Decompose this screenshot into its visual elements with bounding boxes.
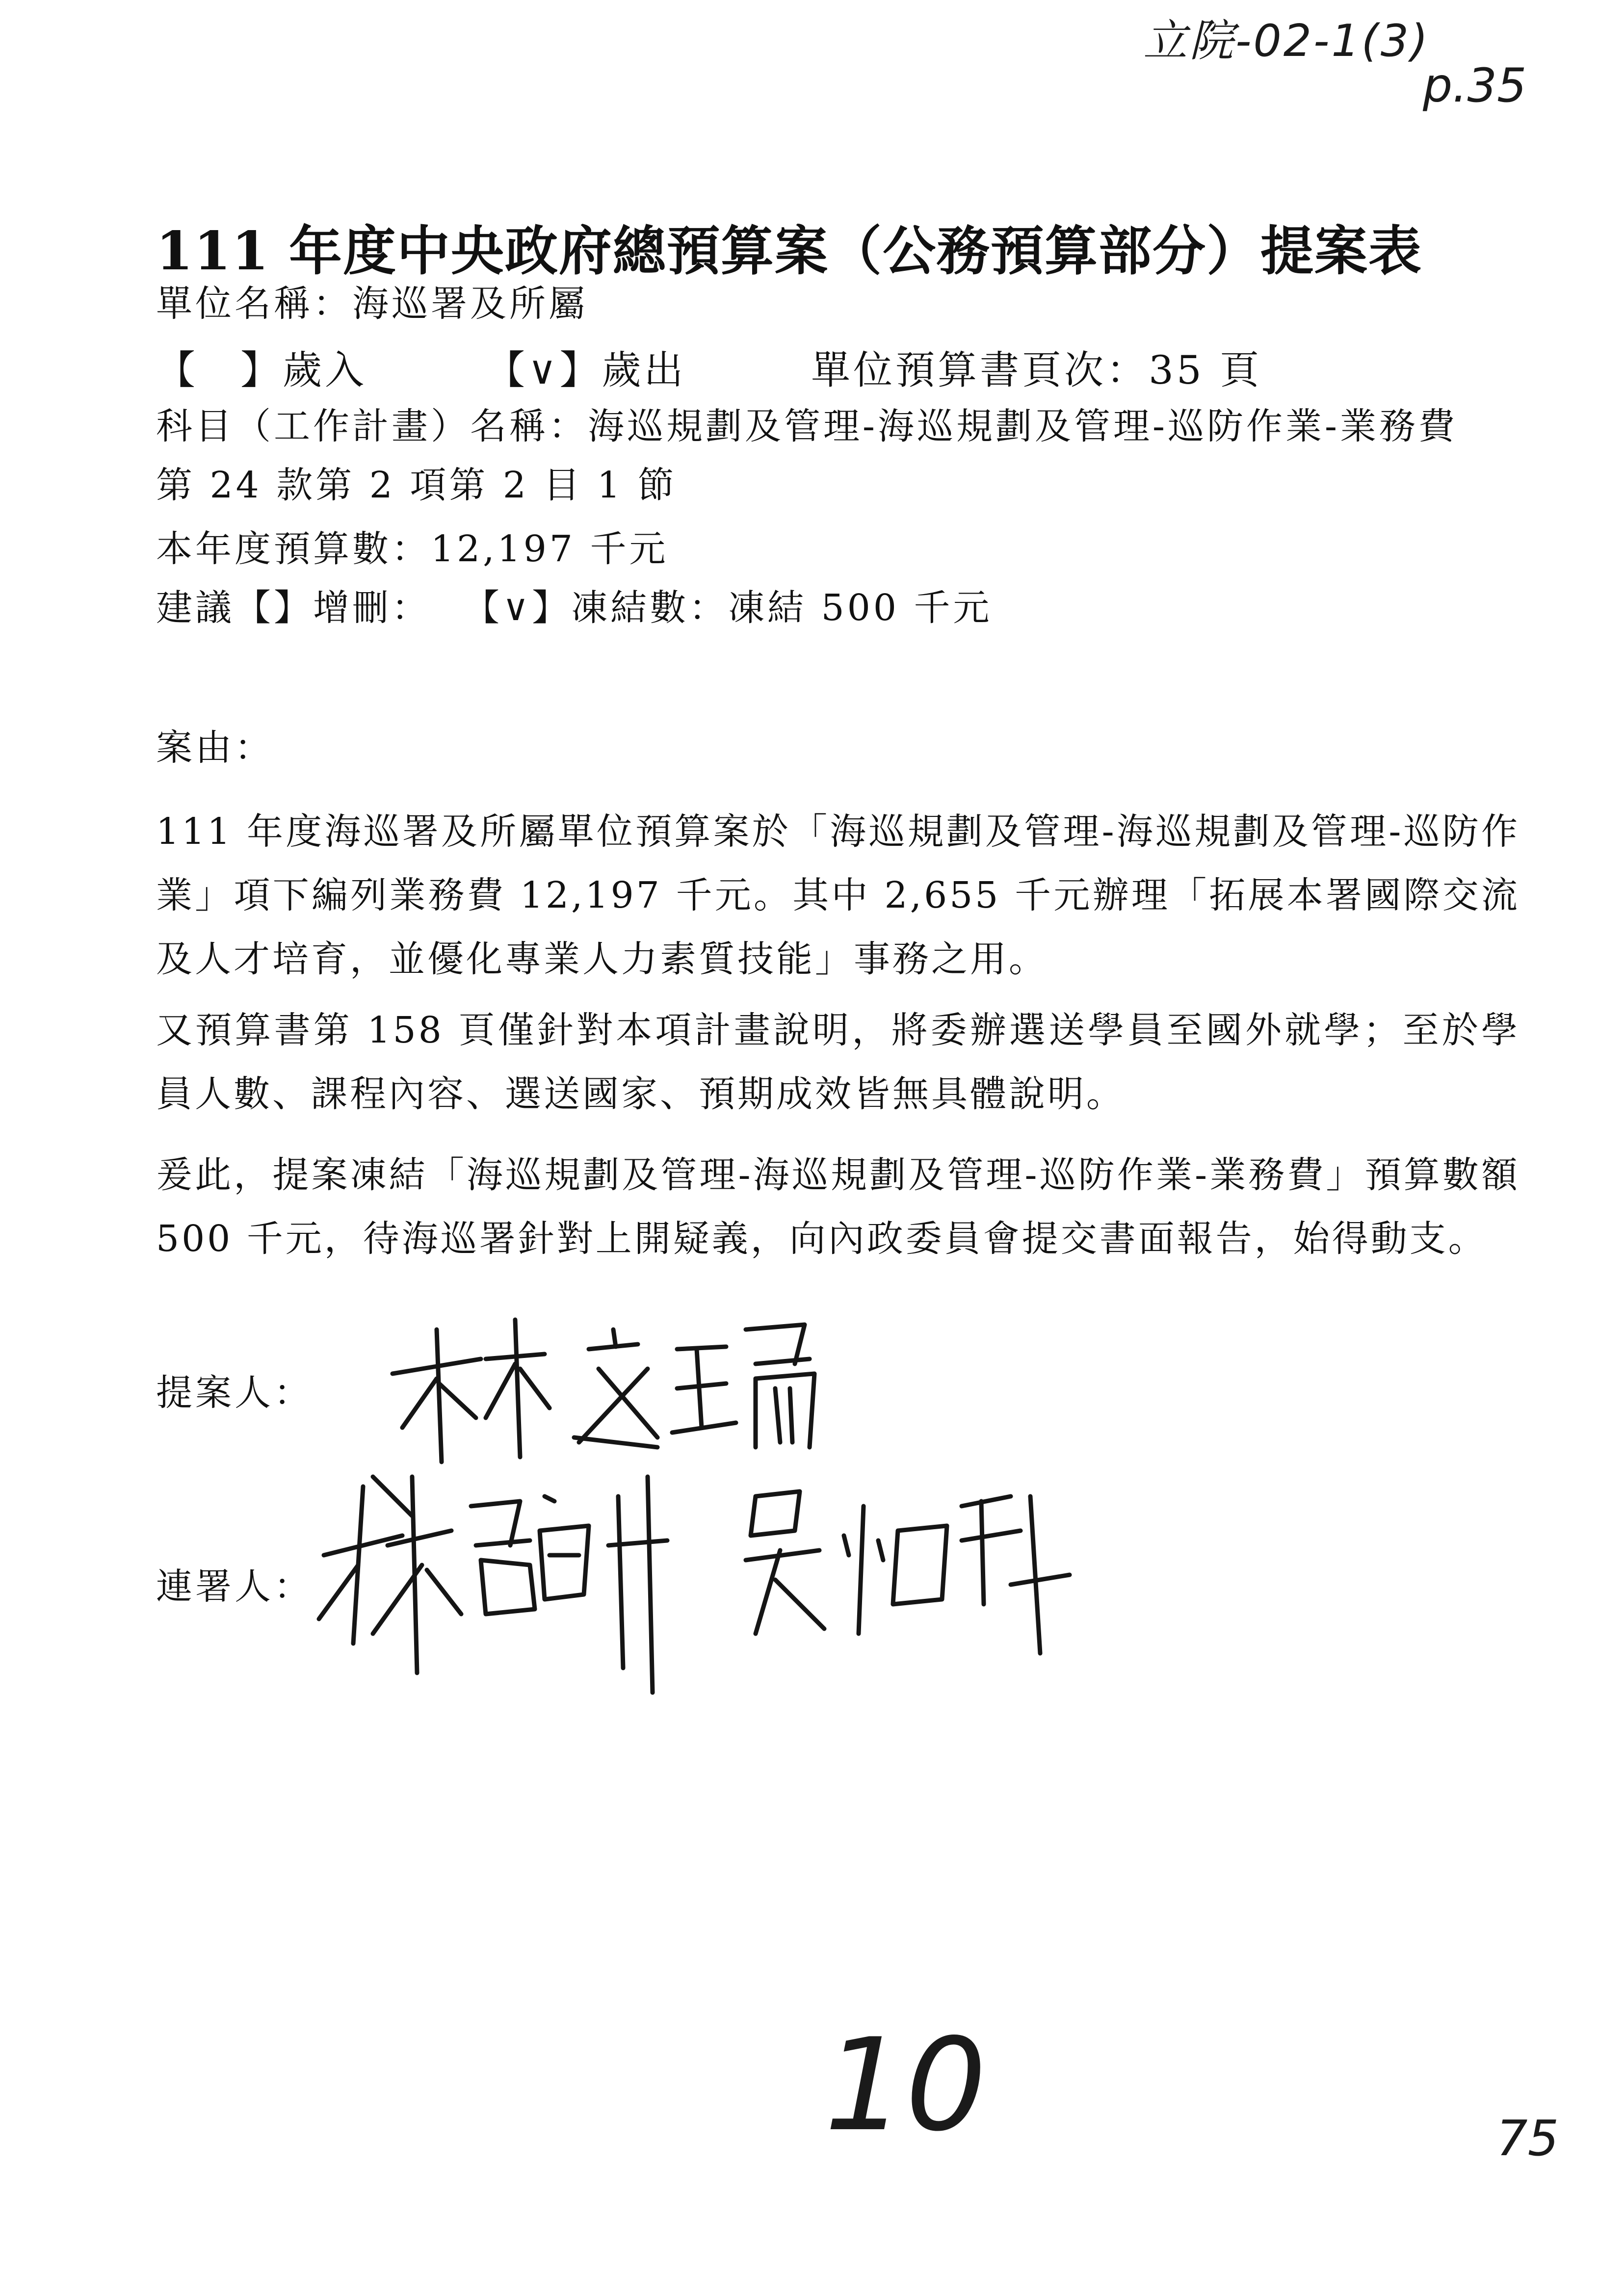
suggest-change: 建議【】增刪：	[156, 587, 431, 629]
handwritten-corner-number: 75	[1496, 2110, 1559, 2167]
revenue-option: 【 】歲入	[156, 347, 367, 393]
handwritten-page-number: p.35	[1423, 59, 1527, 113]
reason-label: 案由：	[156, 727, 274, 769]
handwritten-item-number: 10	[824, 2011, 987, 2160]
cosigner-label: 連署人：	[156, 1565, 313, 1608]
proposer-label: 提案人：	[156, 1372, 313, 1414]
subject-name: 科目（工作計畫）名稱：海巡規劃及管理-海巡規劃及管理-巡防作業-業務費	[156, 405, 1458, 447]
proposer-signature	[383, 1300, 824, 1472]
reason-paragraph-1: 111 年度海巡署及所屬單位預算案於「海巡規劃及管理-海巡規劃及管理-巡防作業」項下編列業務費 12,197 千元。其中 2,655 千元辦理「拓展本署國際交流及人才培育，並優化專業人力素質技能」事務之用。	[156, 810, 1520, 980]
reason-paragraph-3: 爰此，提案凍結「海巡規劃及管理-海巡規劃及管理-巡防作業-業務費」預算數額 500 千元，待海巡署針對上開疑義，向內政委員會提交書面報告，始得動支。	[156, 1154, 1520, 1260]
budget-amount: 本年度預算數：12,197 千元	[156, 528, 669, 570]
suggestion-row	[156, 579, 993, 631]
section-number: 第 24 款第 2 項第 2 目 1 節	[156, 464, 677, 506]
budget-page-ref: 單位預算書頁次：35 頁	[811, 347, 1262, 393]
reason-paragraph-2: 又預算書第 158 頁僅針對本項計畫說明，將委辦選送學員至國外就學；至於學員人數、課程內容、選送國家、預期成效皆無具體說明。	[156, 1009, 1520, 1115]
budget-type-row	[156, 339, 1262, 395]
suggest-freeze: 【∨】凍結數：凍結 500 千元	[463, 587, 993, 629]
cosigner-signature-1	[314, 1457, 687, 1722]
handwritten-reference: 立院-02-1(3)	[1143, 15, 1430, 67]
cosigner-signature-2	[736, 1477, 1079, 1663]
unit-name: 單位名稱：海巡署及所屬	[156, 283, 588, 325]
document-title: 111 年度中央政府總預算案（公務預算部分）提案表	[156, 220, 1423, 282]
expenditure-option: 【∨】歲出	[486, 347, 686, 393]
